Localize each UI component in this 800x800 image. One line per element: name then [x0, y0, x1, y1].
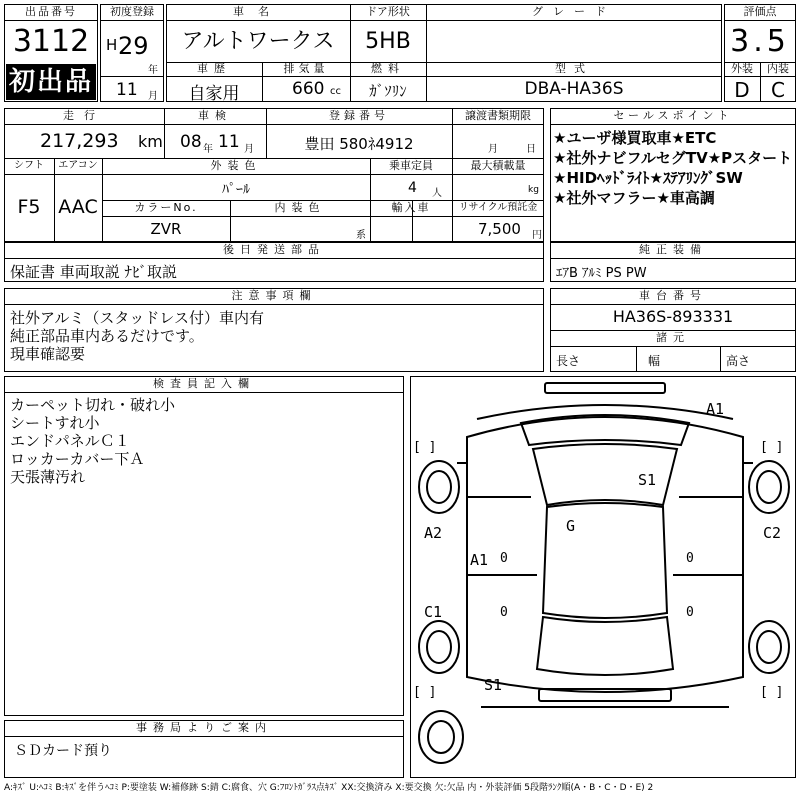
fuel: ｶﾞｿﾘﾝ: [369, 82, 407, 100]
model-label: 型式: [555, 62, 593, 75]
inspection-label: 車検: [198, 109, 232, 122]
model-code: DBA-HA36S: [524, 79, 624, 99]
max-load-unit: kg: [528, 185, 539, 195]
inspector-line: ロッカーカバー下Ａ: [10, 450, 145, 468]
selling-points-label: セールスポイント: [613, 109, 733, 122]
first-registration-label: 初度登録: [110, 5, 154, 18]
car-name: アルトワークス: [181, 29, 335, 54]
later-parts: 保証書 車両取説 ﾅﾋﾞ取説: [10, 263, 178, 281]
chassis-label: 車台番号: [639, 289, 707, 302]
first-listing-badge: 初出品: [6, 64, 96, 100]
exterior-score: D: [734, 78, 750, 102]
selling-point: ★HIDﾍｯﾄﾞﾗｲﾄ★ｽﾃｱﾘﾝｸﾞSW: [553, 169, 743, 187]
air-conditioner: AAC: [58, 196, 98, 218]
selling-point: ★社外マフラー★車高調: [553, 189, 715, 207]
notes-list: [10, 309, 264, 363]
inspection-year: 08: [180, 132, 202, 152]
height-label: 高さ: [726, 354, 751, 368]
zero-mark: 0: [500, 605, 508, 620]
office-note: ＳＤカード預り: [14, 743, 112, 759]
length-label: 長さ: [556, 354, 581, 368]
mileage-label: 走行: [63, 109, 105, 122]
inspector-line: シートすれ小: [10, 414, 100, 432]
month-unit: 月: [148, 91, 158, 102]
displacement: 660: [292, 79, 325, 99]
era: H: [106, 36, 118, 54]
details-block: [4, 108, 544, 242]
inspection-year-unit: 年: [203, 144, 213, 155]
history-label: 車歴: [197, 62, 231, 75]
overall-score: 3.5: [730, 24, 790, 59]
exterior-label: 外装: [731, 62, 753, 75]
damage-code-a1-mid: A1: [470, 551, 489, 569]
car-outline: [411, 377, 797, 779]
car-name-label: 車名: [233, 5, 283, 18]
damage-code-a2: A2: [424, 524, 443, 542]
selling-point: ★ユーザ様買取車★ETC: [553, 129, 717, 147]
equipment: ｴｱB ｱﾙﾐ PS PW: [556, 266, 647, 281]
capacity-label: 乗車定員: [389, 159, 433, 172]
lot-number-label: 出品番号: [25, 5, 77, 18]
year-unit: 年: [148, 65, 158, 76]
zero-mark: 0: [500, 551, 508, 566]
selling-point: ★社外ナビフルセグTV★Pスタート: [553, 149, 793, 167]
first-reg-month: 11: [116, 80, 138, 100]
shift: F5: [17, 196, 41, 218]
inspector-line: エンドパネルＣ１: [10, 432, 130, 450]
damage-code-g: G: [566, 517, 576, 535]
score-label: 評価点: [743, 5, 777, 18]
capacity-unit: 人: [432, 188, 442, 199]
chassis-number: HA36S-893331: [612, 307, 734, 326]
car-diagram: [410, 376, 796, 778]
damage-code-s1-bottom: S1: [484, 676, 503, 694]
grade-label: グレード: [532, 5, 616, 18]
inspector-label: 検査員記入欄: [153, 377, 255, 390]
note-line: 社外アルミ（スタッドレス付）車内有: [10, 309, 264, 327]
note-line: 現車確認要: [10, 345, 86, 363]
mileage: 217,293: [40, 130, 119, 152]
inspection-month: 11: [218, 132, 240, 152]
note-line: 純正部品車内あるだけです。: [10, 327, 204, 345]
interior-score: C: [771, 78, 785, 102]
transfer-day-unit: 日: [526, 144, 536, 155]
displacement-unit: cc: [330, 86, 341, 97]
door-type: 5HB: [365, 29, 411, 54]
mileage-unit: km: [138, 132, 163, 151]
fuel-label: 燃料: [371, 62, 405, 75]
bracket-mark: [ ]: [413, 440, 437, 455]
registration-number: 豊田 580ﾈ4912: [304, 135, 414, 153]
legend: A:ｷｽﾞ U:ﾍｺﾐ B:ｷｽﾞを伴うﾍｺﾐ P:要塗装 W:補修跡 S:錆 C:腐食、穴 G:ﾌﾛﾝﾄｶﾞﾗｽ点ｷｽﾞ XX:交換済み X:要交換 欠:欠品 内・外装評価 5段階ﾗﾝｸ順(A・B・C・D・E) 2: [4, 783, 654, 793]
bracket-mark: [ ]: [760, 685, 784, 700]
history: 自家用: [188, 84, 240, 104]
interior-color-unit: 系: [356, 230, 366, 241]
transfer-month-unit: 月: [488, 144, 498, 155]
zero-mark: 0: [686, 605, 694, 620]
bracket-mark: [ ]: [760, 440, 784, 455]
first-reg-year: 29: [118, 32, 149, 60]
color-number-label: カラーNo.: [134, 201, 198, 214]
lot-number: 3112: [12, 24, 90, 59]
later-parts-label: 後日発送部品: [223, 243, 325, 256]
recycle-unit: 円: [532, 230, 542, 241]
equipment-label: 純正装備: [639, 243, 707, 256]
interior-color-label: 内装色: [274, 201, 326, 214]
interior-label: 内装: [767, 62, 789, 75]
ac-label: エアコン: [58, 160, 98, 171]
displacement-label: 排気量: [283, 62, 329, 75]
inspection-month-unit: 月: [244, 144, 254, 155]
capacity: 4: [408, 180, 417, 196]
damage-code-s1-top: S1: [638, 471, 657, 489]
selling-points-list: [553, 128, 792, 208]
width-label: 幅: [648, 354, 661, 368]
inspector-list: [10, 396, 175, 486]
door-label: ドア形状: [366, 5, 410, 18]
shift-label: シフト: [14, 160, 44, 171]
max-load-label: 最大積載量: [470, 159, 526, 172]
notes-label: 注意事項欄: [231, 289, 317, 302]
recycle-label: リサイクル預託金: [458, 202, 538, 213]
transfer-deadline-label: 譲渡書類期限: [465, 109, 531, 122]
exterior-color: ﾊﾟｰﾙ: [222, 182, 250, 198]
inspector-line: 天張薄汚れ: [10, 468, 86, 486]
import-label: 輸入車: [391, 201, 431, 214]
office-label: 事務局よりご案内: [136, 721, 272, 734]
inspector-line: カーペット切れ・破れ小: [10, 396, 176, 414]
registration-label: 登録番号: [329, 109, 389, 122]
color-label: 外装色: [210, 159, 262, 172]
damage-code-c2: C2: [763, 524, 782, 542]
damage-code-c1: C1: [424, 603, 443, 621]
recycle-fee: 7,500: [478, 220, 521, 238]
bracket-mark: [ ]: [413, 685, 437, 700]
color-number: ZVR: [150, 220, 182, 238]
zero-mark: 0: [686, 551, 694, 566]
dims-label: 諸元: [656, 331, 690, 344]
damage-code-a1-top: A1: [706, 400, 725, 418]
